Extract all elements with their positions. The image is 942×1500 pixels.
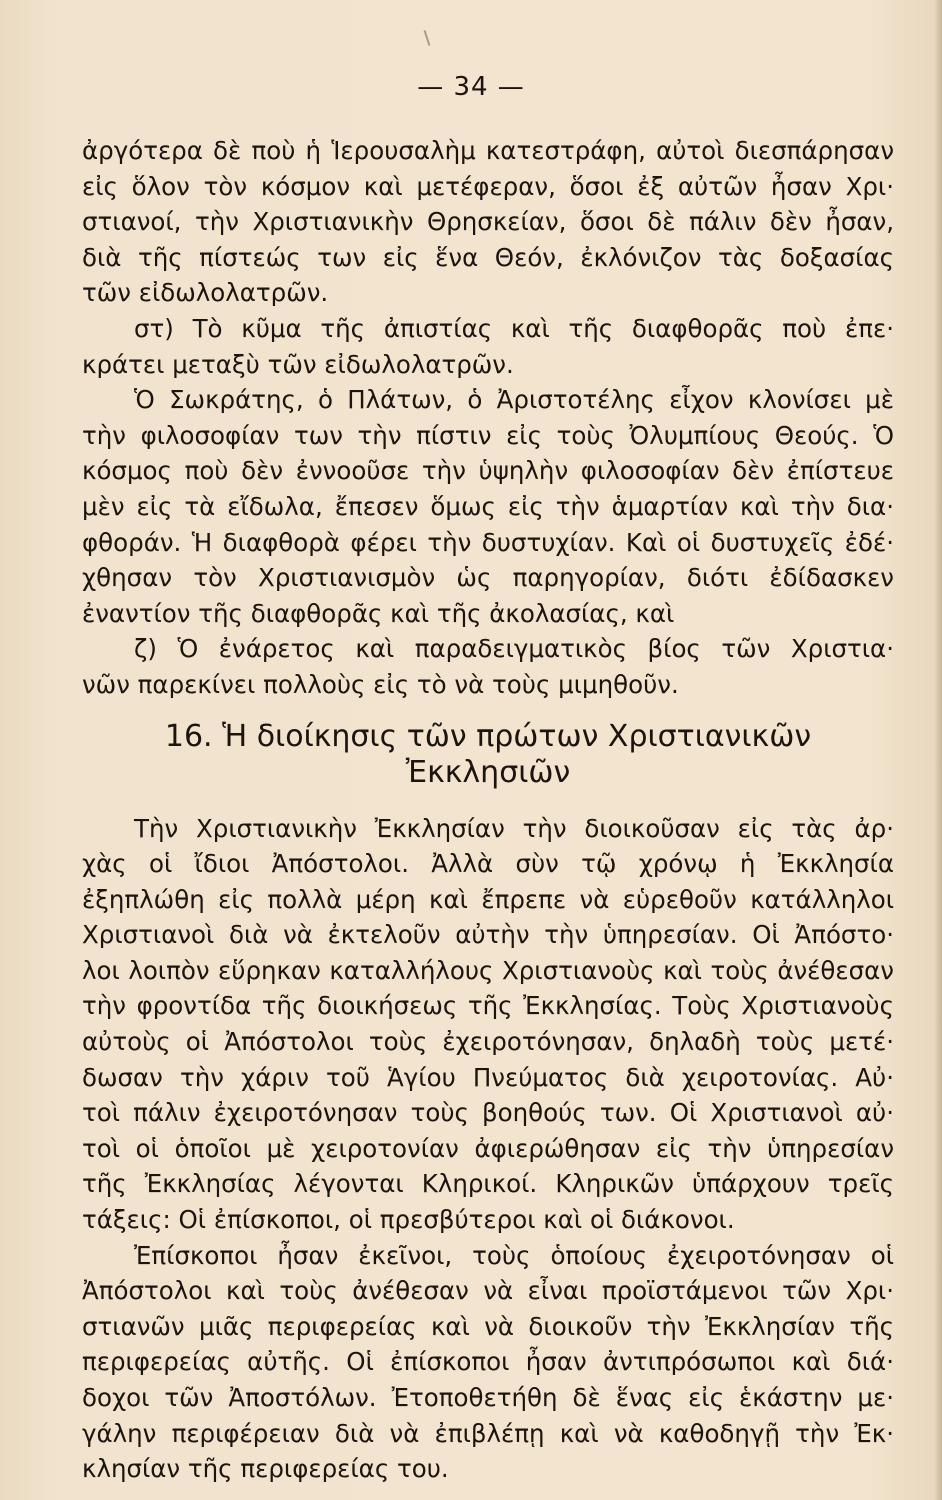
text-line: τοὶ οἱ ὁποῖοι μὲ χειροτονίαν ἀφιερώθησαν εἰς τὴν ὑπηρεσίαν bbox=[82, 1133, 894, 1163]
text-line: Ὁ Σωκράτης, ὁ Πλάτων, ὁ Ἀριστοτέλης εἶχον κλονίσει μὲ bbox=[134, 385, 894, 415]
text-line: μὲν εἰς τὰ εἴδωλα, ἔπεσεν ὅμως εἰς τὴν ἁμαρτίαν καὶ τὴν δια· bbox=[82, 491, 894, 521]
text-line: τοὶ πάλιν ἐχειροτόνησαν τοὺς βοηθούς των. Οἱ Χριστιανοὶ αὐ· bbox=[82, 1098, 894, 1128]
paragraph-point-st bbox=[82, 311, 894, 382]
text-line: τῆς Ἐκκλησίας λέγονται Κληρικοί. Κληρικῶν ὑπάρχουν τρεῖς bbox=[82, 1169, 894, 1199]
text-line: φθοράν. Ἡ διαφθορὰ φέρει τὴν δυστυχίαν. Καὶ οἱ δυστυχεῖς ἐδέ· bbox=[82, 527, 894, 557]
paragraph-point-z bbox=[82, 631, 894, 702]
text-line: δοχοι τῶν Ἀποστόλων. Ἐτοποθετήθη δὲ ἕνας εἰς ἑκάστην με· bbox=[82, 1383, 894, 1412]
heading-line: 16. Ἡ διοίκησις τῶν πρώτων Χριστιανικῶν bbox=[164, 718, 812, 754]
text-line: αὐτοὺς οἱ Ἀπόστολοι τοὺς ἐχειροτόνησαν, δηλαδὴ τοὺς μετέ· bbox=[82, 1027, 894, 1057]
paragraph-church-administration bbox=[82, 811, 894, 1238]
paragraph-bishops bbox=[82, 1238, 894, 1487]
paragraph-jerusalem bbox=[82, 133, 894, 311]
text-line: κράτει μεταξὺ τῶν εἰδωλολατρῶν. bbox=[82, 349, 514, 379]
text-line: ἐναντίον τῆς διαφθορᾶς καὶ τῆς ἀκολασίας, καὶ bbox=[82, 598, 675, 628]
text-line: στιανῶν μιᾶς περιφερείας καὶ νὰ διοικοῦν τὴν Ἐκκλησίαν τῆς bbox=[82, 1311, 894, 1341]
text-line: χθησαν τὸν Χριστιανισμὸν ὡς παρηγορίαν, διότι ἐδίδασκεν bbox=[82, 563, 894, 593]
text-line: νῶν παρεκίνει πολλοὺς εἰς τὸ νὰ τοὺς μιμηθοῦν. bbox=[82, 669, 679, 699]
paragraph-socrates bbox=[82, 382, 894, 631]
text-line: Ἐπίσκοποι ἦσαν ἐκεῖνοι, τοὺς ὁποίους ἐχειροτόνησαν οἱ bbox=[134, 1240, 894, 1270]
text-line: λοι λοιπὸν εὕρηκαν καταλλήλους Χριστιανοὺς καὶ τοὺς ἀνέθεσαν bbox=[82, 955, 894, 985]
text-line: τάξεις: Οἱ ἐπίσκοποι, οἱ πρεσβύτεροι καὶ οἱ διάκονοι. bbox=[82, 1205, 735, 1235]
text-line: διὰ τῆς πίστεώς των εἰς ἕνα Θεόν, ἐκλόνιζον τὰς δοξασίας bbox=[82, 242, 894, 272]
text-line: γάλην περιφέρειαν διὰ νὰ ἐπιβλέπῃ καὶ νὰ καθοδηγῇ τὴν Ἐκ· bbox=[82, 1418, 894, 1448]
text-line: κλησίαν τῆς περιφερείας του. bbox=[82, 1454, 449, 1484]
page-body bbox=[82, 133, 894, 1487]
text-line: εἰς ὅλον τὸν κόσμον καὶ μετέφεραν, ὅσοι ἐξ αὐτῶν ἦσαν Χρι· bbox=[82, 171, 894, 201]
page-number: — 34 — bbox=[417, 72, 525, 102]
page-edge bbox=[934, 0, 942, 1500]
text-line: κόσμος ποὺ δὲν ἐννοοῦσε τὴν ὑψηλὴν φιλοσοφίαν δὲν ἐπίστευε bbox=[82, 456, 894, 486]
text-line: δωσαν τὴν χάριν τοῦ Ἁγίου Πνεύματος διὰ χειροτονίας. Αὐ· bbox=[82, 1062, 894, 1092]
scan-mark bbox=[424, 30, 431, 46]
text-line: Ἀπόστολοι καὶ τοὺς ἀνέθεσαν νὰ εἶναι προϊστάμενοι τῶν Χρι· bbox=[82, 1276, 894, 1306]
text-line: τῶν εἰδωλολατρῶν. bbox=[82, 278, 329, 308]
text-line: στ) Τὸ κῦμα τῆς ἀπιστίας καὶ τῆς διαφθορᾶς ποὺ ἐπε· bbox=[134, 313, 894, 343]
text-line: χὰς οἱ ἴδιοι Ἀπόστολοι. Ἀλλὰ σὺν τῷ χρόνῳ ἡ Ἐκκλησία bbox=[82, 849, 894, 879]
text-line: ἐξηπλώθη εἰς πολλὰ μέρη καὶ ἔπρεπε νὰ εὑρεθοῦν κατάλληλοι bbox=[82, 884, 894, 914]
text-line: ζ) Ὁ ἐνάρετος καὶ παραδειγματικὸς βίος τῶν Χριστια· bbox=[134, 634, 894, 664]
text-line: περιφερείας αὐτῆς. Οἱ ἐπίσκοποι ἦσαν ἀντιπρόσωποι καὶ διά· bbox=[82, 1347, 894, 1377]
text-line: Τὴν Χριστιανικὴν Ἐκκλησίαν τὴν διοικοῦσαν εἰς τὰς ἀρ· bbox=[134, 813, 894, 843]
text-line: ἀργότερα δὲ ποὺ ἡ Ἱερουσαλὴμ κατεστράφη, αὐτοὶ διεσπάρησαν bbox=[82, 136, 894, 165]
text-line: στιανοί, τὴν Χριστιανικὴν Θρησκείαν, ὅσοι δὲ πάλιν δὲν ἦσαν, bbox=[82, 207, 894, 237]
heading-line: Ἐκκλησιῶν bbox=[405, 754, 571, 790]
text-line: τὴν φροντίδα τῆς διοικήσεως τῆς Ἐκκλησίας. Τοὺς Χριστιανοὺς bbox=[82, 991, 894, 1021]
text-line: Χριστιανοὶ διὰ νὰ ἐκτελοῦν αὐτὴν τὴν ὑπηρεσίαν. Οἱ Ἀπόστο· bbox=[82, 920, 894, 950]
section-heading bbox=[82, 719, 894, 791]
text-line: τὴν φιλοσοφίαν των τὴν πίστιν εἰς τοὺς Ὀλυμπίους Θεούς. Ὁ bbox=[82, 420, 894, 450]
